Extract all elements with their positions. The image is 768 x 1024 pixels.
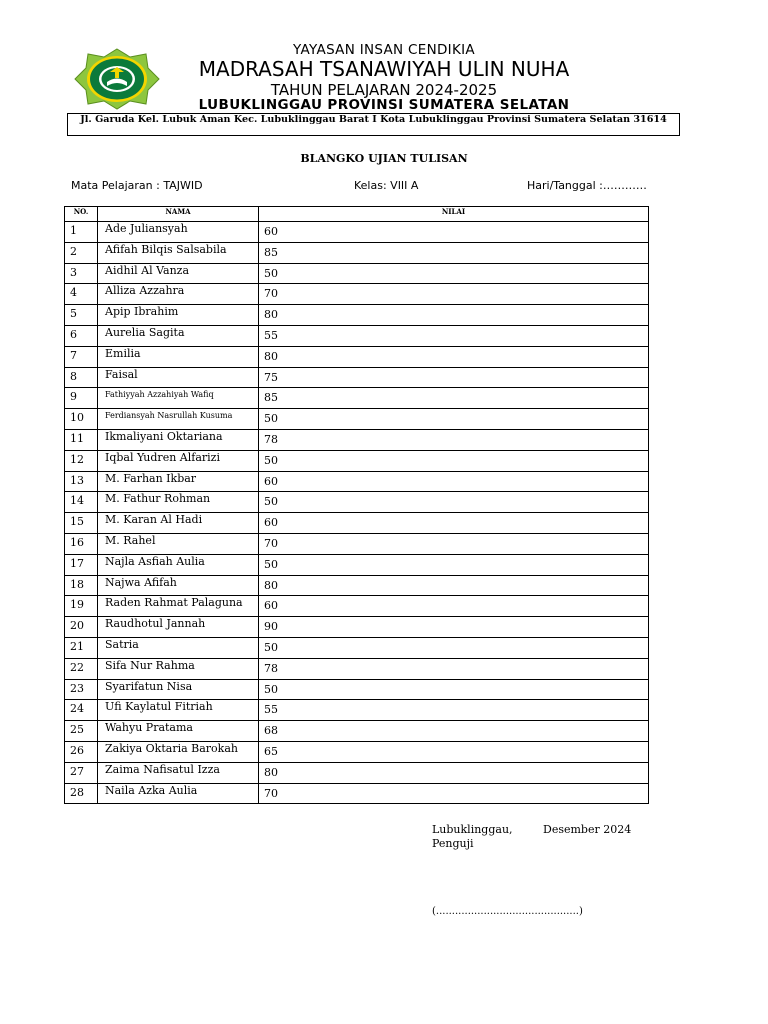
student-name: Faisal [98, 367, 259, 388]
grade-table-body [65, 222, 649, 804]
table-row [65, 263, 649, 284]
foundation-name: YAYASAN INSAN CENDIKIA [293, 42, 475, 58]
signature-line: (.............................................) [432, 906, 583, 917]
row-number: 17 [65, 554, 98, 575]
student-grade: 78 [259, 658, 649, 679]
student-name: Ikmaliyani Oktariana [98, 429, 259, 450]
row-number: 28 [65, 783, 98, 804]
student-name: Zakiya Oktaria Barokah [98, 741, 259, 762]
row-number: 22 [65, 658, 98, 679]
table-row [65, 471, 649, 492]
column-header-name: NAMA [98, 207, 259, 222]
row-number: 23 [65, 679, 98, 700]
student-grade: 85 [259, 242, 649, 263]
student-grade: 60 [259, 471, 649, 492]
table-row [65, 575, 649, 596]
student-name: M. Farhan Ikbar [98, 471, 259, 492]
student-grade: 80 [259, 762, 649, 783]
subject-field: Mata Pelajaran : TAJWID [71, 179, 203, 192]
student-name: Satria [98, 637, 259, 658]
row-number: 3 [65, 263, 98, 284]
student-name: Sifa Nur Rahma [98, 658, 259, 679]
row-number: 12 [65, 450, 98, 471]
table-row [65, 409, 649, 430]
student-name: Afifah Bilqis Salsabila [98, 242, 259, 263]
student-grade: 70 [259, 783, 649, 804]
row-number: 5 [65, 305, 98, 326]
table-row [65, 429, 649, 450]
table-row [65, 222, 649, 243]
table-row [65, 242, 649, 263]
table-row [65, 637, 649, 658]
table-row [65, 367, 649, 388]
row-number: 26 [65, 741, 98, 762]
table-row [65, 492, 649, 513]
table-row [65, 346, 649, 367]
row-number: 7 [65, 346, 98, 367]
date-field: Hari/Tanggal :………… [527, 179, 647, 192]
student-grade: 70 [259, 533, 649, 554]
examiner-label: Penguji [432, 837, 474, 850]
column-header-grade: NILAI [259, 207, 649, 222]
student-grade: 50 [259, 637, 649, 658]
row-number: 20 [65, 617, 98, 638]
table-row [65, 305, 649, 326]
table-row [65, 617, 649, 638]
row-number: 16 [65, 533, 98, 554]
student-name: Iqbal Yudren Alfarizi [98, 450, 259, 471]
student-grade: 60 [259, 222, 649, 243]
table-row [65, 533, 649, 554]
student-grade: 80 [259, 575, 649, 596]
school-address: Jl. Garuda Kel. Lubuk Aman Kec. Lubuklinggau Barat I Kota Lubuklinggau Provinsi Sumatera Selatan 31614 [67, 113, 680, 136]
student-name: Raden Rahmat Palaguna [98, 596, 259, 617]
table-row [65, 679, 649, 700]
student-name: Aurelia Sagita [98, 325, 259, 346]
school-region: LUBUKLINGGAU PROVINSI SUMATERA SELATAN [198, 97, 570, 113]
student-name: M. Fathur Rohman [98, 492, 259, 513]
school-name: MADRASAH TSANAWIYAH ULIN NUHA [198, 57, 570, 81]
row-number: 14 [65, 492, 98, 513]
table-row [65, 596, 649, 617]
student-name: M. Karan Al Hadi [98, 513, 259, 534]
student-name: Ufi Kaylatul Fitriah [98, 700, 259, 721]
table-row [65, 783, 649, 804]
table-header-row [65, 207, 649, 222]
table-row [65, 388, 649, 409]
student-grade: 60 [259, 596, 649, 617]
student-grade: 60 [259, 513, 649, 534]
student-name: Naila Azka Aulia [98, 783, 259, 804]
student-name: Emilia [98, 346, 259, 367]
row-number: 4 [65, 284, 98, 305]
student-grade: 70 [259, 284, 649, 305]
table-row [65, 658, 649, 679]
student-grade: 80 [259, 346, 649, 367]
student-grade: 50 [259, 492, 649, 513]
row-number: 2 [65, 242, 98, 263]
table-row [65, 450, 649, 471]
student-grade: 85 [259, 388, 649, 409]
row-number: 11 [65, 429, 98, 450]
student-grade: 65 [259, 741, 649, 762]
table-row [65, 325, 649, 346]
student-grade: 50 [259, 263, 649, 284]
student-grade: 50 [259, 554, 649, 575]
row-number: 1 [65, 222, 98, 243]
student-name: Alliza Azzahra [98, 284, 259, 305]
student-name: Najla Asfiah Aulia [98, 554, 259, 575]
student-grade: 50 [259, 679, 649, 700]
grade-table [64, 206, 649, 804]
student-name: Fathiyyah Azzahiyah Wafiq [98, 388, 259, 409]
student-name: Syarifatun Nisa [98, 679, 259, 700]
table-row [65, 554, 649, 575]
student-grade: 55 [259, 700, 649, 721]
signature-city: Lubuklinggau, [432, 823, 513, 836]
signature-date: Desember 2024 [543, 823, 632, 836]
student-grade: 50 [259, 409, 649, 430]
table-row [65, 513, 649, 534]
student-grade: 55 [259, 325, 649, 346]
student-name: Aidhil Al Vanza [98, 263, 259, 284]
table-row [65, 721, 649, 742]
student-grade: 80 [259, 305, 649, 326]
row-number: 18 [65, 575, 98, 596]
row-number: 15 [65, 513, 98, 534]
student-name: Ferdiansyah Nasrullah Kusuma [98, 409, 259, 430]
row-number: 19 [65, 596, 98, 617]
student-grade: 68 [259, 721, 649, 742]
student-grade: 75 [259, 367, 649, 388]
document-title: BLANGKO UJIAN TULISAN [300, 152, 468, 165]
table-row [65, 284, 649, 305]
student-grade: 78 [259, 429, 649, 450]
table-row [65, 741, 649, 762]
row-number: 24 [65, 700, 98, 721]
student-name: Raudhotul Jannah [98, 617, 259, 638]
student-name: Apip Ibrahim [98, 305, 259, 326]
student-grade: 50 [259, 450, 649, 471]
student-name: Ade Juliansyah [98, 222, 259, 243]
row-number: 21 [65, 637, 98, 658]
row-number: 25 [65, 721, 98, 742]
student-name: M. Rahel [98, 533, 259, 554]
academic-year: TAHUN PELAJARAN 2024-2025 [270, 81, 498, 99]
row-number: 9 [65, 388, 98, 409]
student-name: Najwa Afifah [98, 575, 259, 596]
student-name: Zaima Nafisatul Izza [98, 762, 259, 783]
column-header-no: NO. [65, 207, 98, 222]
student-grade: 90 [259, 617, 649, 638]
row-number: 8 [65, 367, 98, 388]
row-number: 13 [65, 471, 98, 492]
table-row [65, 700, 649, 721]
row-number: 27 [65, 762, 98, 783]
class-field: Kelas: VIII A [354, 179, 419, 192]
row-number: 10 [65, 409, 98, 430]
row-number: 6 [65, 325, 98, 346]
table-row [65, 762, 649, 783]
student-name: Wahyu Pratama [98, 721, 259, 742]
